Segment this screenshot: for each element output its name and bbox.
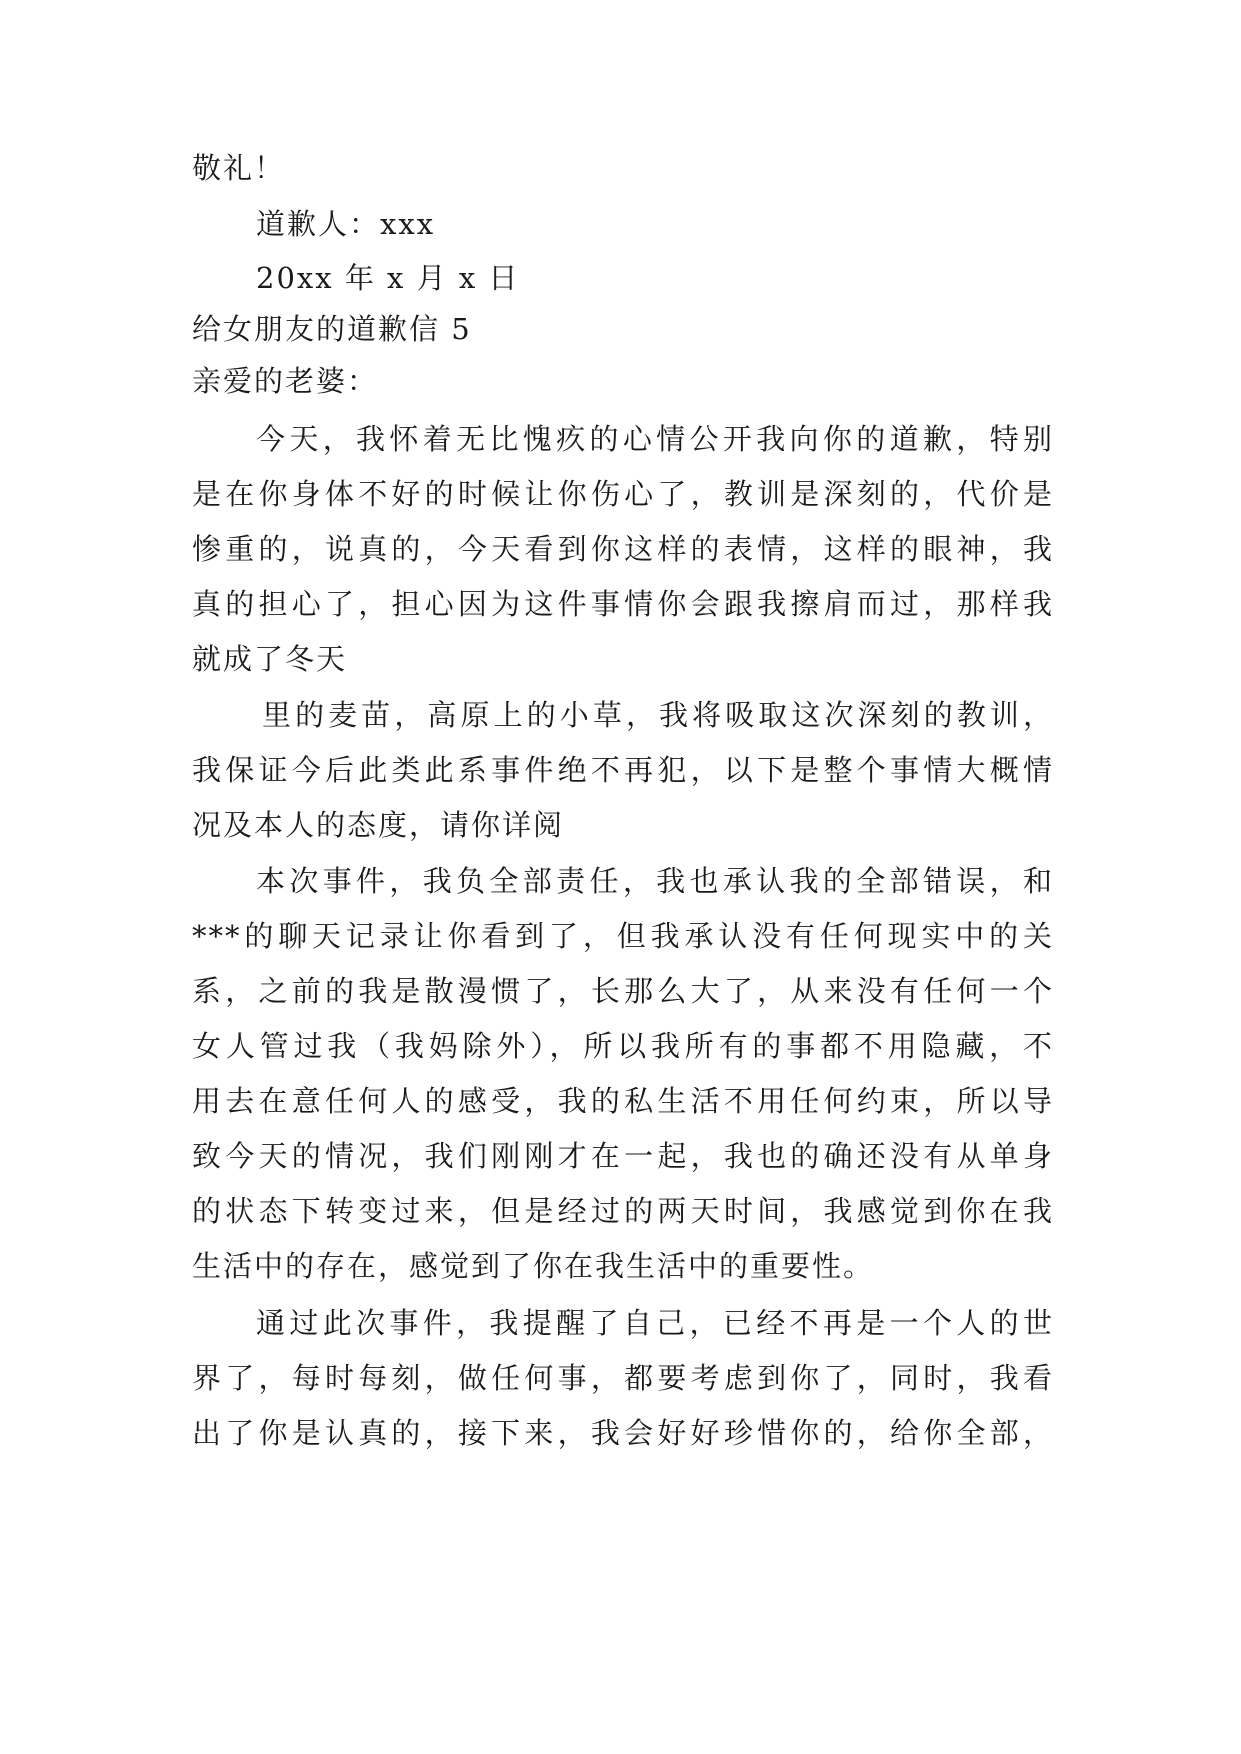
body-line: 致今天的情况，我们刚刚才在一起，我也的确还没有从单身 (192, 1139, 1054, 1173)
body-line: 况及本人的态度，请你详阅 (192, 808, 565, 842)
letter-greeting: 亲爱的老婆： (192, 364, 379, 398)
body-line: ***的聊天记录让你看到了，但我承认没有任何现实中的关 (192, 919, 1054, 953)
closing-salute: 敬礼！ (192, 151, 286, 185)
body-line: 用去在意任何人的感受，我的私生活不用任何约束，所以导 (192, 1084, 1054, 1118)
body-line: 界了，每时每刻，做任何事，都要考虑到你了，同时，我看 (192, 1361, 1054, 1395)
body-line: 是在你身体不好的时候让你伤心了，教训是深刻的，代价是 (192, 477, 1054, 511)
body-line: 出了你是认真的，接下来，我会好好珍惜你的，给你全部， (192, 1416, 1054, 1450)
date-line: 20xx 年 x 月 x 日 (256, 261, 520, 295)
signer-line: 道歉人：xxx (256, 207, 436, 241)
body-line: 就成了冬天 (192, 642, 348, 676)
body-line: 系，之前的我是散漫惯了，长那么大了，从来没有任何一个 (192, 974, 1054, 1008)
body-line: 本次事件，我负全部责任，我也承认我的全部错误，和 (256, 864, 1054, 898)
body-line: 今天，我怀着无比愧疚的心情公开我向你的道歉，特别 (256, 422, 1054, 456)
body-line: 真的担心了，担心因为这件事情你会跟我擦肩而过，那样我 (192, 587, 1054, 621)
body-line: 通过此次事件，我提醒了自己，已经不再是一个人的世 (256, 1306, 1054, 1340)
body-line: 我保证今后此类此系事件绝不再犯，以下是整个事情大概情 (192, 753, 1054, 787)
letter-title: 给女朋友的道歉信 5 (192, 312, 472, 346)
body-line: 惨重的，说真的，今天看到你这样的表情，这样的眼神，我 (192, 532, 1054, 566)
body-line: 生活中的存在，感觉到了你在我生活中的重要性。 (192, 1249, 875, 1283)
body-line: 女人管过我（我妈除外），所以我所有的事都不用隐藏，不 (192, 1029, 1054, 1063)
body-line: 的状态下转变过来，但是经过的两天时间，我感觉到你在我 (192, 1194, 1054, 1228)
body-line: 里的麦苗，高原上的小草，我将吸取这次深刻的教训， (262, 698, 1054, 732)
